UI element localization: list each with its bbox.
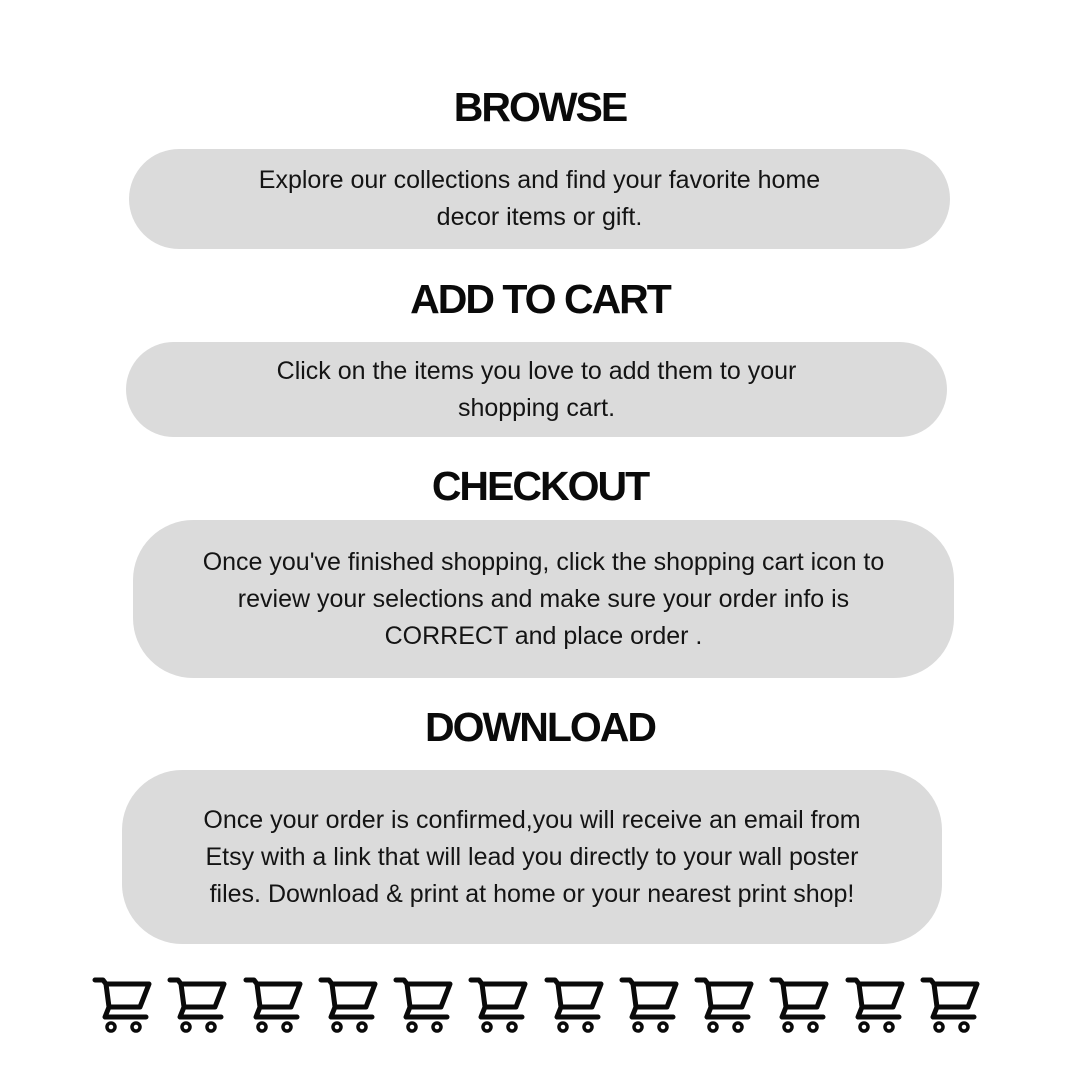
step-description-add-to-cart-panel — [126, 342, 947, 437]
shopping-cart-icon — [769, 972, 831, 1034]
step-description-add-to-cart: Click on the items you love to add them to your shopping cart. — [276, 356, 797, 422]
shopping-cart-icon — [318, 972, 380, 1034]
shopping-cart-icon — [393, 972, 455, 1034]
cart-icon-row — [92, 972, 982, 1038]
step-title-browse: BROWSE — [453, 84, 627, 130]
shopping-cart-icon — [845, 972, 907, 1034]
shopping-cart-icon — [619, 972, 681, 1034]
shopping-cart-icon — [920, 972, 982, 1034]
step-title-checkout: CHECKOUT — [431, 463, 649, 509]
shopping-cart-icon — [243, 972, 305, 1034]
step-description-checkout: Once you've finished shopping, click the shopping cart icon to review your selections and make sure your order info is CORRECT and place order . — [202, 547, 885, 650]
shopping-cart-icon — [468, 972, 530, 1034]
step-description-checkout-panel — [133, 520, 954, 678]
step-title-add-to-cart: ADD TO CART — [410, 276, 670, 322]
step-description-browse: Explore our collections and find your favorite home decor items or gift. — [258, 166, 821, 231]
shopping-cart-icon — [92, 972, 154, 1034]
shopping-cart-icon — [167, 972, 229, 1034]
step-description-download-panel — [122, 770, 942, 944]
step-description-download: Once your order is confirmed,you will receive an email from Etsy with a link that will lead you directly to your wall poster files. Download & print at home or your nearest print shop! — [203, 805, 861, 908]
shopping-cart-icon — [544, 972, 606, 1034]
step-title-download: DOWNLOAD — [425, 704, 655, 750]
step-description-browse-panel — [129, 149, 950, 249]
shopping-cart-icon — [694, 972, 756, 1034]
